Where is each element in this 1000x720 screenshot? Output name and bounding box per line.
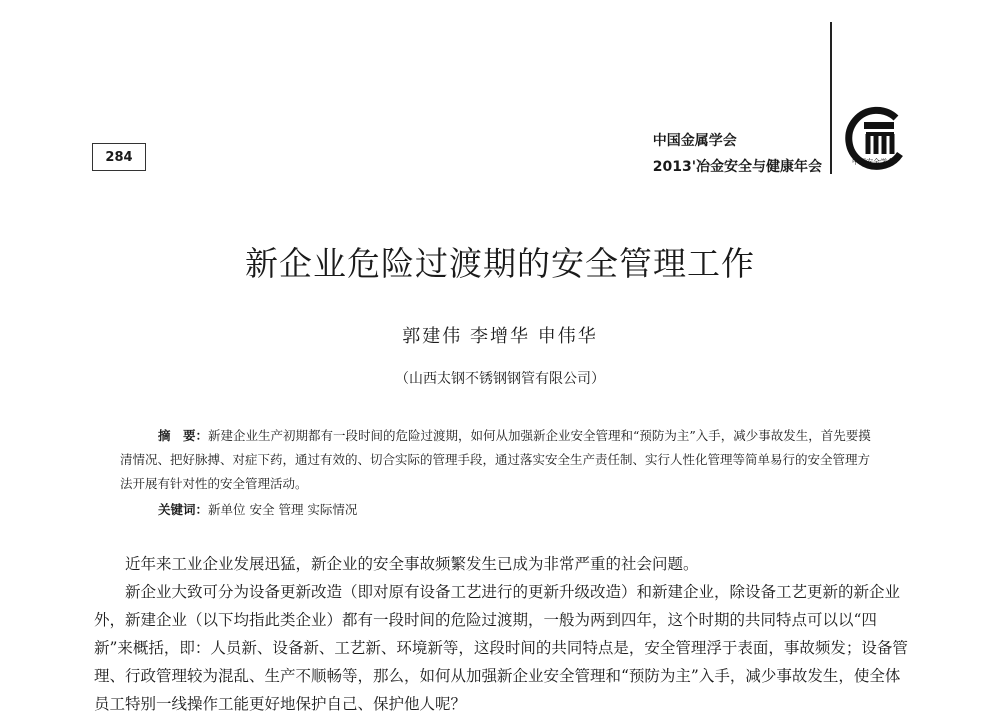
paragraph: 近年来工业企业发展迅猛，新企业的安全事故频繁发生已成为非常严重的社会问题。 bbox=[125, 555, 699, 573]
abstract bbox=[120, 424, 880, 496]
header-divider bbox=[830, 22, 832, 174]
abstract-text: 新建企业生产初期都有一段时间的危险过渡期，如何从加强新企业安全管理和“预防为主”入手，减少事故发生，首先要摸清情况、把好脉搏、对症下药，通过有效的、切合实际的管理手段，通过落实安全生产责任制、实行人性化管理等简单易行的安全管理方法开展有针对性的安全管理活动。 bbox=[120, 428, 871, 491]
org-name: 中国金属学会 bbox=[652, 133, 737, 149]
keywords bbox=[158, 500, 357, 518]
conference-header bbox=[653, 128, 822, 180]
conference-name: 2013'冶金安全与健康年会 bbox=[652, 159, 822, 175]
authors: 郭建伟 李增华 申伟华 bbox=[402, 326, 598, 347]
logo-text: 中国安全学会 bbox=[852, 158, 894, 166]
keywords-label: 关键词： bbox=[158, 502, 209, 517]
paragraph: 新企业大致可分为设备更新改造（即对原有设备工艺进行的更新升级改造）和新建企业，除设备工艺更新的新企业外，新建企业（以下均指此类企业）都有一段时间的危险过渡期，一般为两到四年，这个时期的共同特点可以以“四新”来概括，即：人员新、设备新、工艺新、环境新等，这段时间的共同特点是，安全管理浮于表面，事故频发；设备管理、行政管理较为混乱、生产不顺畅等，那么，如何从加强新企业安全管理和“预防为主”入手，减少事故发生，使全体员工特别一线操作工能更好地保护自己、保护他人呢？ bbox=[94, 583, 908, 713]
society-logo-icon bbox=[838, 104, 908, 174]
body-text bbox=[94, 550, 914, 718]
affiliation: （山西太钢不锈钢钢管有限公司） bbox=[395, 371, 605, 387]
page-number: 284 bbox=[92, 143, 146, 171]
abstract-label: 摘 要： bbox=[158, 428, 209, 443]
paper-title: 新企业危险过渡期的安全管理工作 bbox=[245, 244, 755, 283]
keywords-text: 新单位 安全 管理 实际情况 bbox=[208, 502, 358, 517]
